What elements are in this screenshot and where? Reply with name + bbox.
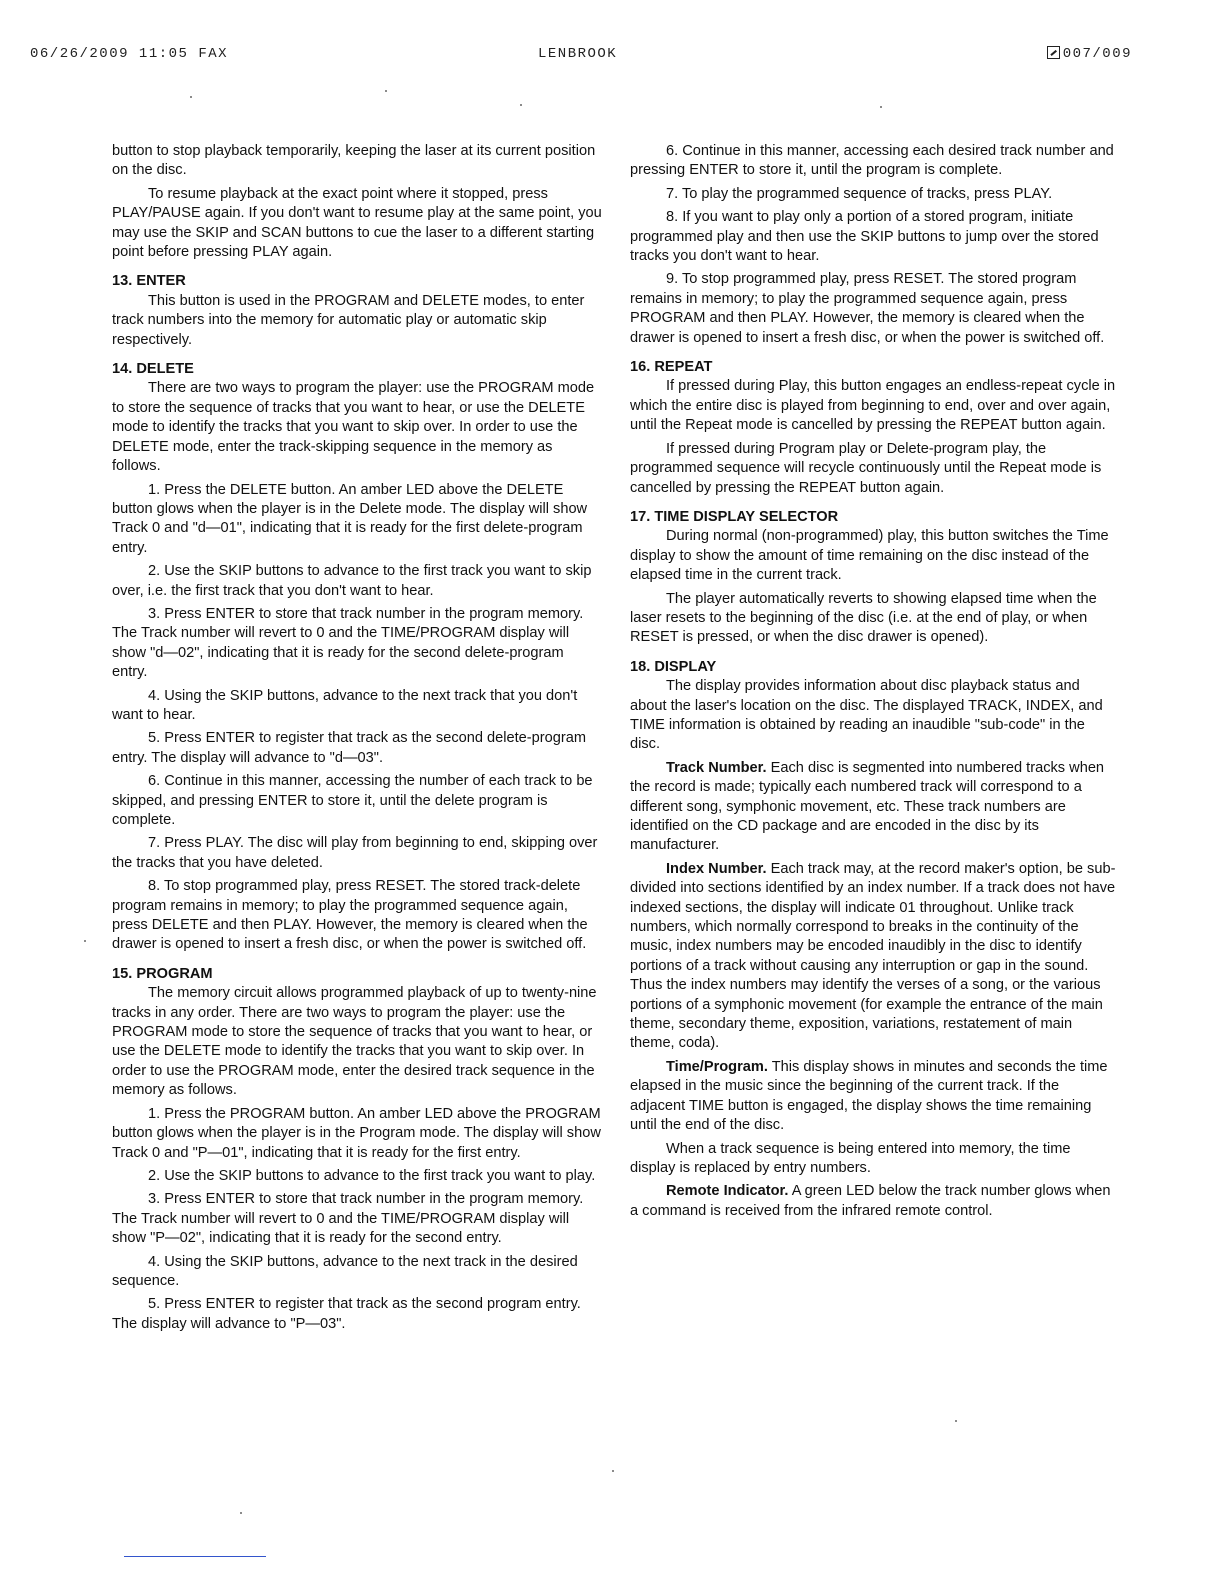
step-item: 2. Use the SKIP buttons to advance to the first track you want to skip over, i.e. the first track that you don't want to hear.	[112, 563, 592, 599]
paragraph-remote-indicator	[630, 1182, 1118, 1221]
body-time-program: This display shows in minutes and seconds the time elapsed in the music since the beginning of the current track. If the adjacent TIME button is engaged, the display shows the time remaining until the end of the disc.	[630, 1058, 1108, 1134]
paragraph: During normal (non-programmed) play, this button switches the Time display to show the amount of time remaining on the disc instead of the elapsed time in the current track.	[630, 528, 1109, 584]
step-item: 7. To play the programmed sequence of tracks, press PLAY.	[666, 185, 1053, 202]
paragraph: There are two ways to program the player: use the PROGRAM mode to store the sequence of tracks that you want to hear, or use the DELETE mode to identify the tracks that you want to skip over. In order to use the DELETE mode, enter the track-skipping sequence in the memory as follows.	[112, 380, 595, 475]
right-column	[630, 142, 1118, 1225]
paragraph: This button is used in the PROGRAM and DELETE modes, to enter track numbers into the memory for automatic play or automatic skip respectively.	[112, 292, 585, 348]
fax-sender: LENBROOK	[538, 46, 618, 62]
step-item: 1. Press the PROGRAM button. An amber LED above the PROGRAM button glows when the player is in the Program mode. The display will show Track 0 and "P—01", indicating that it is ready for the first entry.	[112, 1105, 601, 1161]
fax-checkbox-icon	[1047, 46, 1060, 59]
step-item: 4. Using the SKIP buttons, advance to the next track in the desired sequence.	[112, 1253, 578, 1289]
section-heading-enter: 13. ENTER	[112, 273, 186, 290]
step-item: 7. Press PLAY. The disc will play from beginning to end, skipping over the tracks that you have deleted.	[112, 835, 598, 871]
body-remote-indicator: A green LED below the track number glows when a command is received from the infrared remote control.	[630, 1183, 1111, 1219]
step-item: 1. Press the DELETE button. An amber LED above the DELETE button glows when the player is in the Delete mode. The display will show Track 0 and "d—01", indicating that it is ready for the first delete-program entry.	[112, 481, 588, 556]
step-item: 4. Using the SKIP buttons, advance to the next track that you don't want to hear.	[112, 687, 578, 723]
paragraph: To resume playback at the exact point where it stopped, press PLAY/PAUSE again. If you don't want to resume play at the same point, you may use the SKIP and SCAN buttons to cue the laser to a different starting point before pressing PLAY again.	[112, 185, 602, 261]
step-item: 3. Press ENTER to store that track number in the program memory. The Track number will revert to 0 and the TIME/PROGRAM display will show "P—02", indicating that it is ready for the second entry.	[112, 1191, 584, 1247]
scan-speck	[190, 96, 192, 98]
step-item: 6. Continue in this manner, accessing each desired track number and pressing ENTER to store it, until the program is complete.	[630, 143, 1114, 179]
paragraph-track-number	[630, 759, 1118, 856]
left-column	[112, 142, 602, 1338]
scan-speck	[880, 106, 882, 108]
section-heading-time-display: 17. TIME DISPLAY SELECTOR	[630, 508, 839, 525]
scan-speck	[612, 1470, 614, 1472]
body-index-number: Each track may, at the record maker's option, be sub-divided into sections identified by an index number. If a track does not have indexed sections, the display will indicate 01 throughout. Unlike track numbers, which normally correspond to breaks in the continuity of the music, index numbers may be encoded inaudibly in the disc to identify portions of a track without causing any interruption or gap in the sound. Thus the index numbers may identify the verses of a song, or the various portions of a symphonic movement (for example the entrance of the main theme, secondary theme, exposition, variations, restatement of main theme, coda).	[630, 860, 1116, 1052]
step-item: 5. Press ENTER to register that track as the second program entry. The display will advance to "P—03".	[112, 1296, 581, 1332]
fax-timestamp: 06/26/2009 11:05 FAX	[30, 46, 229, 62]
step-item: 2. Use the SKIP buttons to advance to the first track you want to play.	[148, 1167, 596, 1184]
lead-track-number: Track Number.	[666, 759, 767, 776]
section-heading-repeat: 16. REPEAT	[630, 359, 713, 376]
bottom-rule-line	[124, 1556, 266, 1557]
paragraph: The memory circuit allows programmed playback of up to twenty-nine tracks in any order. There are two ways to program the player: use the PROGRAM mode to store the sequence of tracks that you want to hear, or use the DELETE mode to identify the tracks that you want to skip over. In order to use the PROGRAM mode, enter the desired track sequence in the memory as follows.	[112, 985, 597, 1099]
lead-index-number: Index Number.	[666, 860, 767, 877]
step-item: 3. Press ENTER to store that track number in the program memory. The Track number will revert to 0 and the TIME/PROGRAM display will show "d—02", indicating that it is ready for the second delete-program entry.	[112, 605, 584, 681]
paragraph-index-number	[630, 860, 1118, 1054]
scan-speck	[955, 1420, 957, 1422]
scan-speck	[385, 90, 387, 92]
paragraph: button to stop playback temporarily, keeping the laser at its current position on the disc.	[112, 143, 596, 179]
paragraph: The display provides information about disc playback status and about the laser's location on the disc. The displayed TRACK, INDEX, and TIME information is obtained by reading an inaudible "sub-code" in the disc.	[630, 678, 1103, 753]
step-item: 6. Continue in this manner, accessing the number of each track to be skipped, and pressing ENTER to store it, until the delete program is complete.	[112, 773, 593, 828]
scan-speck	[520, 104, 522, 106]
paragraph: When a track sequence is being entered into memory, the time display is replaced by entry numbers.	[630, 1140, 1071, 1176]
lead-time-program: Time/Program.	[666, 1058, 768, 1075]
paragraph: The player automatically reverts to showing elapsed time when the laser resets to the beginning of the disc (i.e. at the end of play, or when RESET is pressed, or when the disc drawer is opened).	[630, 590, 1097, 646]
step-item: 8. If you want to play only a portion of a stored program, initiate programmed play and then use the SKIP buttons to jump over the stored tracks you don't want to hear.	[630, 209, 1099, 265]
scan-speck	[240, 1512, 242, 1514]
paragraph: If pressed during Play, this button engages an endless-repeat cycle in which the entire disc is played from beginning to end, over and over again, until the Repeat mode is cancelled by pressing the REPEAT button again.	[630, 378, 1116, 434]
section-heading-delete: 14. DELETE	[112, 361, 194, 378]
fax-page-number: 007/009	[1062, 46, 1132, 62]
paragraph-time-program	[630, 1058, 1118, 1136]
section-heading-display: 18. DISPLAY	[630, 658, 717, 675]
section-heading-program: 15. PROGRAM	[112, 965, 213, 982]
lead-remote-indicator: Remote Indicator.	[666, 1183, 789, 1200]
fax-page-count	[1047, 46, 1132, 62]
step-item: 5. Press ENTER to register that track as the second delete-program entry. The display will advance to "d—03".	[112, 730, 587, 766]
scan-speck	[84, 940, 86, 942]
fax-header	[0, 46, 1224, 66]
step-item: 8. To stop programmed play, press RESET. The stored track-delete program remains in memory; to play the programmed sequence again, press DELETE and then PLAY. However, the memory is cleared when the drawer is opened to insert a fresh disc, or when the power is switched off.	[112, 878, 588, 953]
step-item: 9. To stop programmed play, press RESET. The stored program remains in memory; to play the programmed sequence again, press PROGRAM and then PLAY. However, the memory is cleared when the drawer is opened to insert a fresh disc, or when the power is switched off.	[630, 271, 1105, 346]
paragraph: If pressed during Program play or Delete-program play, the programmed sequence will recycle continuously until the Repeat mode is cancelled by pressing the REPEAT button again.	[630, 440, 1102, 496]
body-track-number: Each disc is segmented into numbered tracks when the record is made; typically each numbered track will correspond to a different song, symphonic movement, etc. These track numbers are identified on the CD package and are encoded in the disc by its manufacturer.	[630, 759, 1105, 854]
